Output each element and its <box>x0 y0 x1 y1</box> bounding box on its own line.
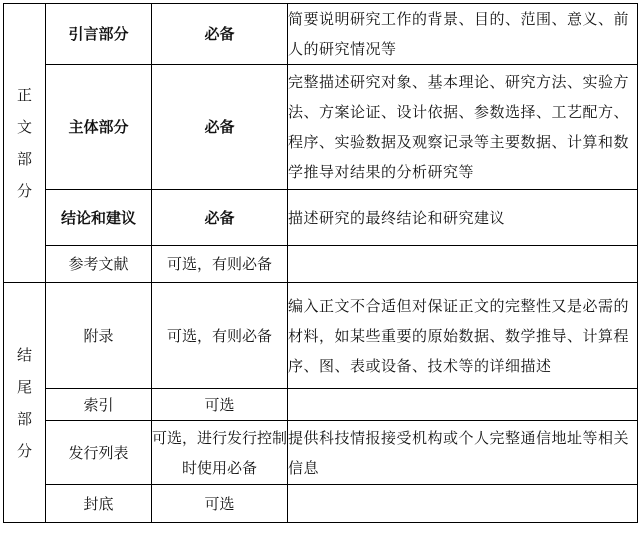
section-char: 部 <box>16 409 32 428</box>
part-description: 描述研究的最终结论和研究建议 <box>288 190 638 246</box>
part-requirement: 可选，有则必备 <box>152 283 288 389</box>
part-description <box>288 389 638 421</box>
section-char: 文 <box>16 118 32 136</box>
part-description <box>288 246 638 283</box>
part-requirement: 必备 <box>152 190 288 246</box>
table-row <box>4 190 638 246</box>
table-row <box>4 65 638 190</box>
table-row <box>4 246 638 283</box>
section-char: 部 <box>16 150 32 168</box>
part-requirement: 必备 <box>152 65 288 190</box>
section-char: 正 <box>16 86 32 104</box>
table-row <box>4 389 638 421</box>
part-name: 引言部分 <box>46 4 152 65</box>
section-char: 尾 <box>16 377 32 396</box>
part-description: 完整描述研究对象、基本理论、研究方法、实验方法、方案论证、设计依据、参数选择、工艺配方、程序、实验数据及观察记录等主要数据、计算和数学推导对结果的分析研究等 <box>288 65 638 190</box>
part-requirement: 可选 <box>152 389 288 421</box>
table-row <box>4 485 638 523</box>
table-row <box>4 283 638 389</box>
part-name: 封底 <box>46 485 152 523</box>
section-char: 结 <box>16 345 32 364</box>
part-name: 参考文献 <box>46 246 152 283</box>
section-label-main <box>4 4 46 283</box>
part-requirement: 必备 <box>152 4 288 65</box>
section-char: 分 <box>16 441 32 460</box>
part-name: 索引 <box>46 389 152 421</box>
part-description: 编入正文不合适但对保证正文的完整性又是必需的材料，如某些重要的原始数据、数学推导、计算程序、图、表或设备、技术等的详细描述 <box>288 283 638 389</box>
table-row <box>4 4 638 65</box>
part-name: 结论和建议 <box>46 190 152 246</box>
table-row <box>4 421 638 485</box>
part-description <box>288 485 638 523</box>
part-description: 简要说明研究工作的背景、目的、范围、意义、前人的研究情况等 <box>288 4 638 65</box>
section-char: 分 <box>16 182 32 200</box>
part-requirement: 可选 <box>152 485 288 523</box>
part-requirement: 可选，进行发行控制时使用必备 <box>152 421 288 485</box>
part-name: 主体部分 <box>46 65 152 190</box>
part-description: 提供科技情报接受机构或个人完整通信地址等相关信息 <box>288 421 638 485</box>
section-label-end <box>4 283 46 523</box>
part-name: 发行列表 <box>46 421 152 485</box>
structure-table <box>3 3 638 523</box>
part-requirement: 可选，有则必备 <box>152 246 288 283</box>
part-name: 附录 <box>46 283 152 389</box>
